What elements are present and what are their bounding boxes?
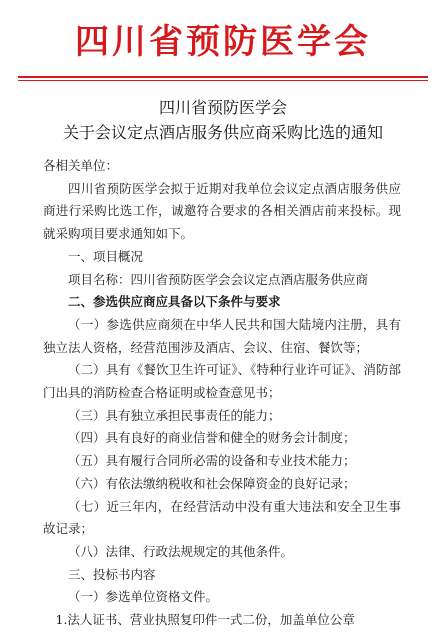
salutation: 各相关单位：	[43, 158, 119, 173]
requirement-3: （三）具有独立承担民事责任的能力；	[68, 407, 281, 423]
requirement-2: （二）具有《餐饮卫生许可证》、《特种行业许可证》、消防部门出具的消防检查合格证明或检查意见书；	[43, 362, 401, 401]
letterhead-title: 四川省预防医学会	[75, 22, 371, 62]
section-1-heading: 一、项目概况	[68, 248, 144, 264]
letterhead-rule-thin	[18, 80, 428, 81]
notice-body	[43, 155, 401, 632]
requirement-1: （一）参选供应商须在中华人民共和国大陆境内注册，具有独立法人资格，经营范围涉及酒店、会议、住宿、餐饮等；	[43, 316, 401, 355]
section-3-heading: 三、投标书内容	[68, 566, 156, 582]
notice-title-line2: 关于会议定点酒店服务供应商采购比选的通知	[62, 123, 383, 142]
intro-paragraph: 四川省预防医学会拟于近期对我单位会议定点酒店服务供应商进行采购比选工作，诚邀符合要求的各相关酒店前来投标。现就采购项目要求通知如下。	[43, 180, 401, 242]
notice-title-line1: 四川省预防医学会	[158, 98, 287, 117]
requirement-6: （六）有依法缴纳税收和社会保障资金的良好记录；	[68, 475, 356, 491]
section-2-heading: 二、参选供应商应具备以下条件与要求	[68, 294, 281, 310]
letterhead-rule-thick	[18, 76, 428, 78]
section-3-item-1: （一）参选单位资格文件。	[68, 589, 219, 605]
requirement-5: （五）具有履行合同所必需的设备和专业技术能力；	[68, 453, 356, 469]
project-name: 项目名称：四川省预防医学会会议定点酒店服务供应商	[68, 271, 369, 287]
requirement-7: （七）近三年内，在经营活动中没有重大违法和安全卫生事故记录；	[43, 498, 401, 537]
section-3-item-1-sub: 1.法人证书、营业执照复印件一式二份，加盖单位公章	[55, 612, 355, 628]
requirement-4: （四）具有良好的商业信誉和健全的财务会计制度；	[68, 430, 356, 446]
requirement-8: （八）法律、行政法规规定的其他条件。	[68, 543, 294, 559]
